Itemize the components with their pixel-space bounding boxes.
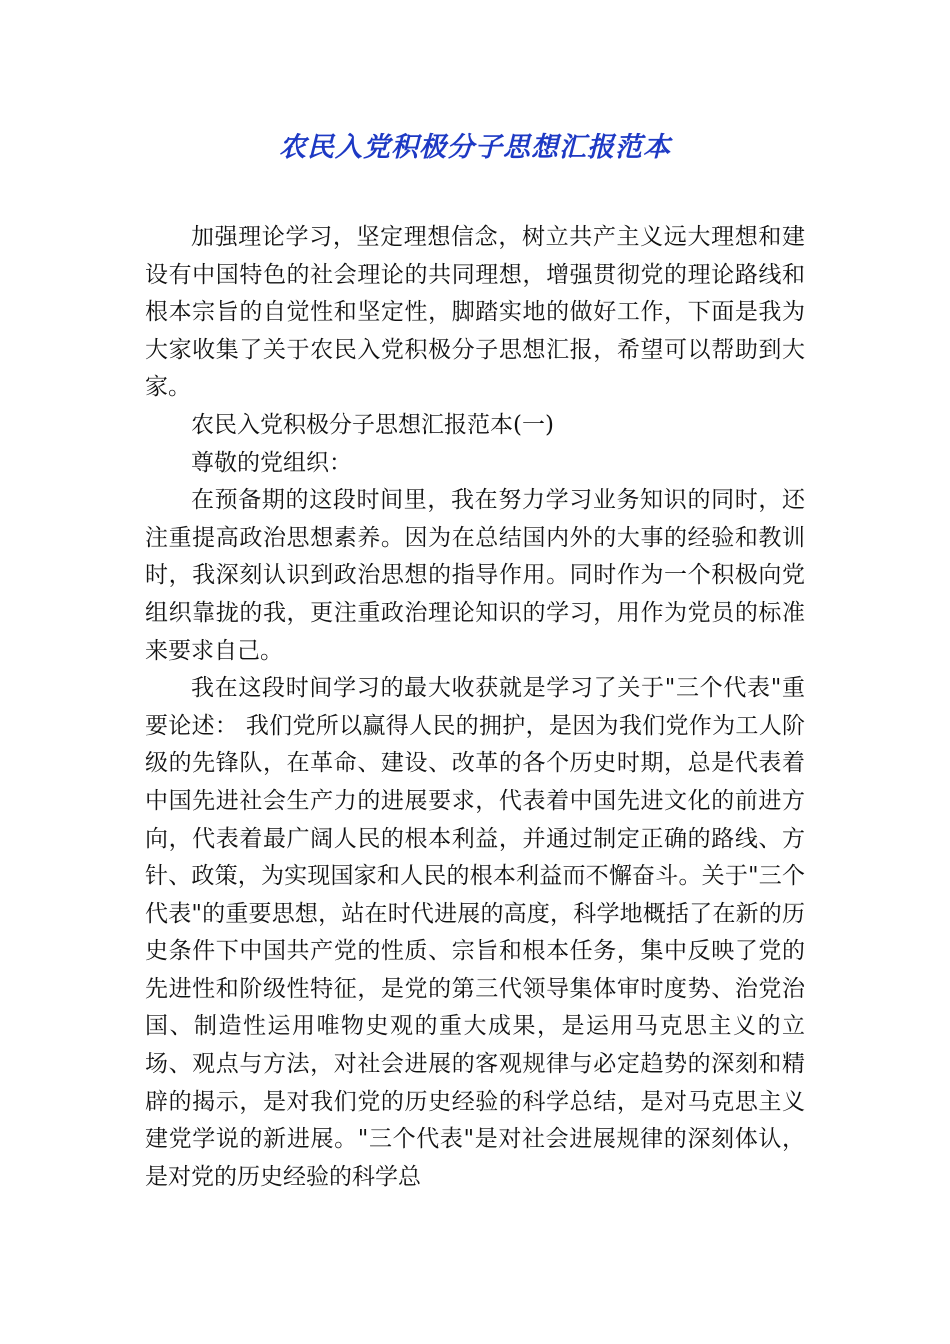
intro-paragraph: 加强理论学习，坚定理想信念，树立共产主义远大理想和建设有中国特色的社会理论的共同理想，增强贯彻党的理论路线和根本宗旨的自觉性和坚定性，脚踏实地的做好工作，下面是我为大家收集了关于农民入党积极分子思想汇报，希望可以帮助到大家。 (145, 224, 805, 401)
document-title: 农民入党积极分子思想汇报范本 (279, 132, 671, 163)
body-paragraph: 在预备期的这段时间里，我在努力学习业务知识的同时，还注重提高政治思想素养。因为在总结国内外的大事的经验和教训时，我深刻认识到政治思想的指导作用。同时作为一个积极向党组织靠拢的我，更注重政治理论知识的学习，用作为党员的标准来要求自己。 (145, 487, 805, 664)
section-heading: 农民入党积极分子思想汇报范本(一) (191, 411, 554, 438)
salutation: 尊敬的党组织： (191, 449, 352, 476)
body-paragraph: 我在这段时间学习的最大收获就是学习了关于"三个代表"重要论述： 我们党所以赢得人民的拥护，是因为我们党作为工人阶级的先锋队，在革命、建设、改革的各个历史时期，总是代表着中国先进社会生产力的进展要求，代表着中国先进文化的前进方向，代表着最广阔人民的根本利益，并通过制定正确的路线、方针、政策，为实现国家和人民的根本利益而不懈奋斗。关于"三个代表"的重要思想，站在时代进展的高度，科学地概括了在新的历史条件下中国共产党的性质、宗旨和根本任务，集中反映了党的先进性和阶级性特征，是党的第三代领导集体审时度势、治党治国、制造性运用唯物史观的重大成果，是运用马克思主义的立场、观点与方法，对社会进展的客观规律与必定趋势的深刻和精辟的揭示，是对我们党的历史经验的科学总结，是对马克思主义建党学说的新进展。"三个代表"是对社会进展规律的深刻体认，是对党的历史经验的科学总 (145, 675, 805, 1190)
document-body (145, 219, 805, 1196)
